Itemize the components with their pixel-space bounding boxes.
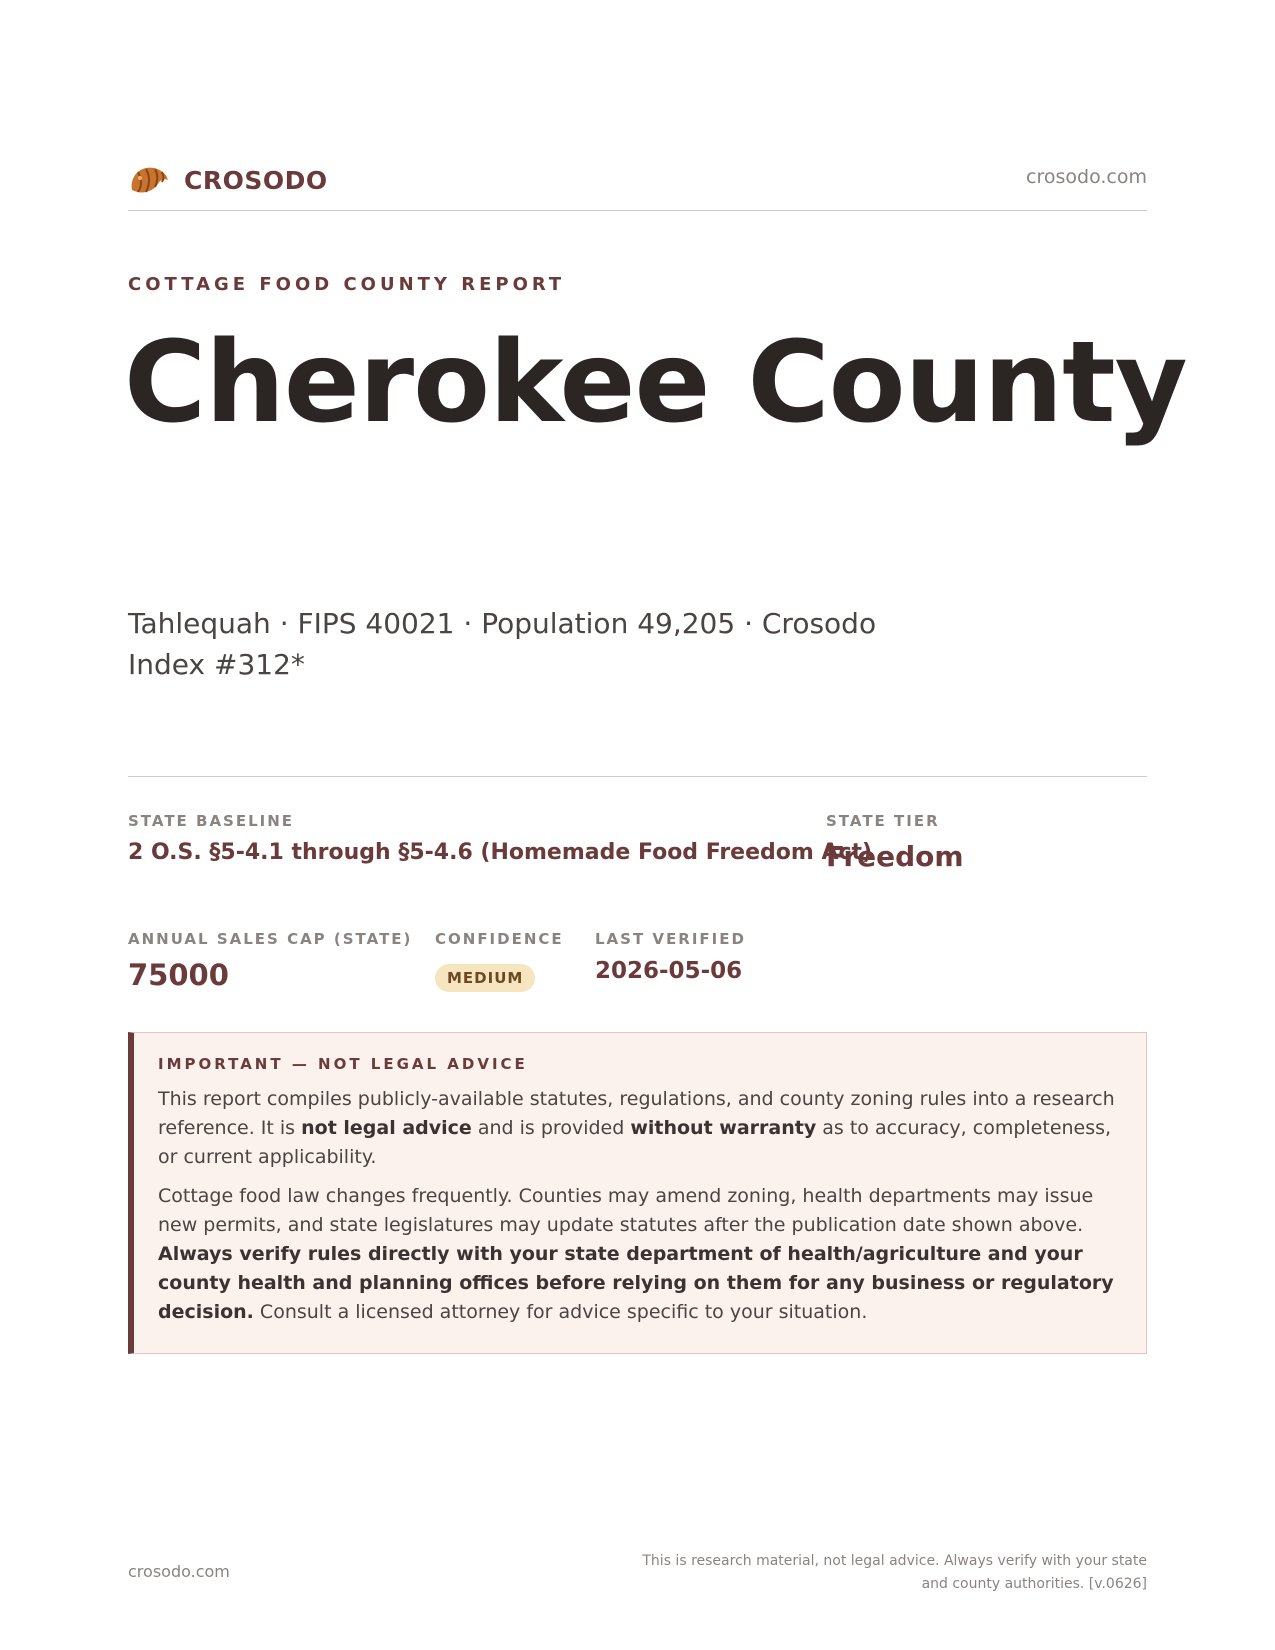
site-url[interactable]: crosodo.com (1026, 166, 1147, 188)
notice-emphasis: without warranty (630, 1117, 817, 1139)
confidence-field (435, 930, 564, 992)
confidence-badge: MEDIUM (435, 964, 535, 992)
page-header (128, 160, 1147, 208)
notice-text: This report compiles publicly-available statutes, regulations, and county zoning rules into a research reference. It is (158, 1088, 1115, 1139)
report-page (124, 0, 1187, 1650)
notice-text: Consult a licensed attorney for advice specific to your situation. (253, 1301, 868, 1323)
notice-emphasis: Always verify rules directly with your state department of health/agriculture and your county health and planning offices before relying on them for any business or regulatory decision. (158, 1243, 1114, 1323)
legal-notice (128, 1032, 1147, 1354)
state-baseline-label: STATE BASELINE (128, 812, 295, 830)
brand-name: CROSODO (184, 165, 328, 195)
section-divider (128, 776, 1147, 777)
state-tier-value: Freedom (826, 840, 964, 873)
last-verified-field (595, 930, 746, 984)
last-verified-value: 2026-05-06 (595, 958, 743, 984)
state-tier-label: STATE TIER (826, 812, 940, 830)
state-baseline-field (128, 812, 872, 865)
notice-paragraph-1 (158, 1085, 1122, 1172)
sales-cap-field (128, 930, 412, 992)
last-verified-label: LAST VERIFIED (595, 930, 746, 948)
footer-disclaimer: This is research material, not legal advice. Always verify with your state and county authorities. [v.0626] (642, 1553, 1147, 1592)
page-title: Cherokee County (124, 318, 1187, 448)
notice-paragraph-2 (158, 1182, 1122, 1327)
notice-title: IMPORTANT — NOT LEGAL ADVICE (158, 1055, 528, 1073)
notice-emphasis: not legal advice (301, 1117, 472, 1139)
brand[interactable] (128, 160, 328, 200)
header-divider (128, 210, 1147, 211)
croissant-icon (128, 160, 170, 200)
notice-text: as to accuracy, completeness, or current applicability. (158, 1117, 1112, 1168)
confidence-label: CONFIDENCE (435, 930, 564, 948)
report-subtitle: Tahlequah · FIPS 40021 · Population 49,205 · Crosodo Index #312* (128, 607, 877, 681)
footer-site-url[interactable]: crosodo.com (128, 1562, 230, 1581)
notice-text: and is provided (471, 1117, 631, 1139)
sales-cap-label: ANNUAL SALES CAP (STATE) (128, 930, 413, 948)
state-tier-field (826, 812, 964, 873)
notice-text: Cottage food law changes frequently. Counties may amend zoning, health departments may issue new permits, and state legislatures may update statutes after the publication date shown above. (158, 1185, 1094, 1236)
report-kicker: COTTAGE FOOD COUNTY REPORT (128, 274, 566, 295)
sales-cap-value: 75000 (128, 958, 229, 992)
state-baseline-value: 2 O.S. §5-4.1 through §5-4.6 (Homemade Food Freedom Act) (128, 840, 873, 865)
